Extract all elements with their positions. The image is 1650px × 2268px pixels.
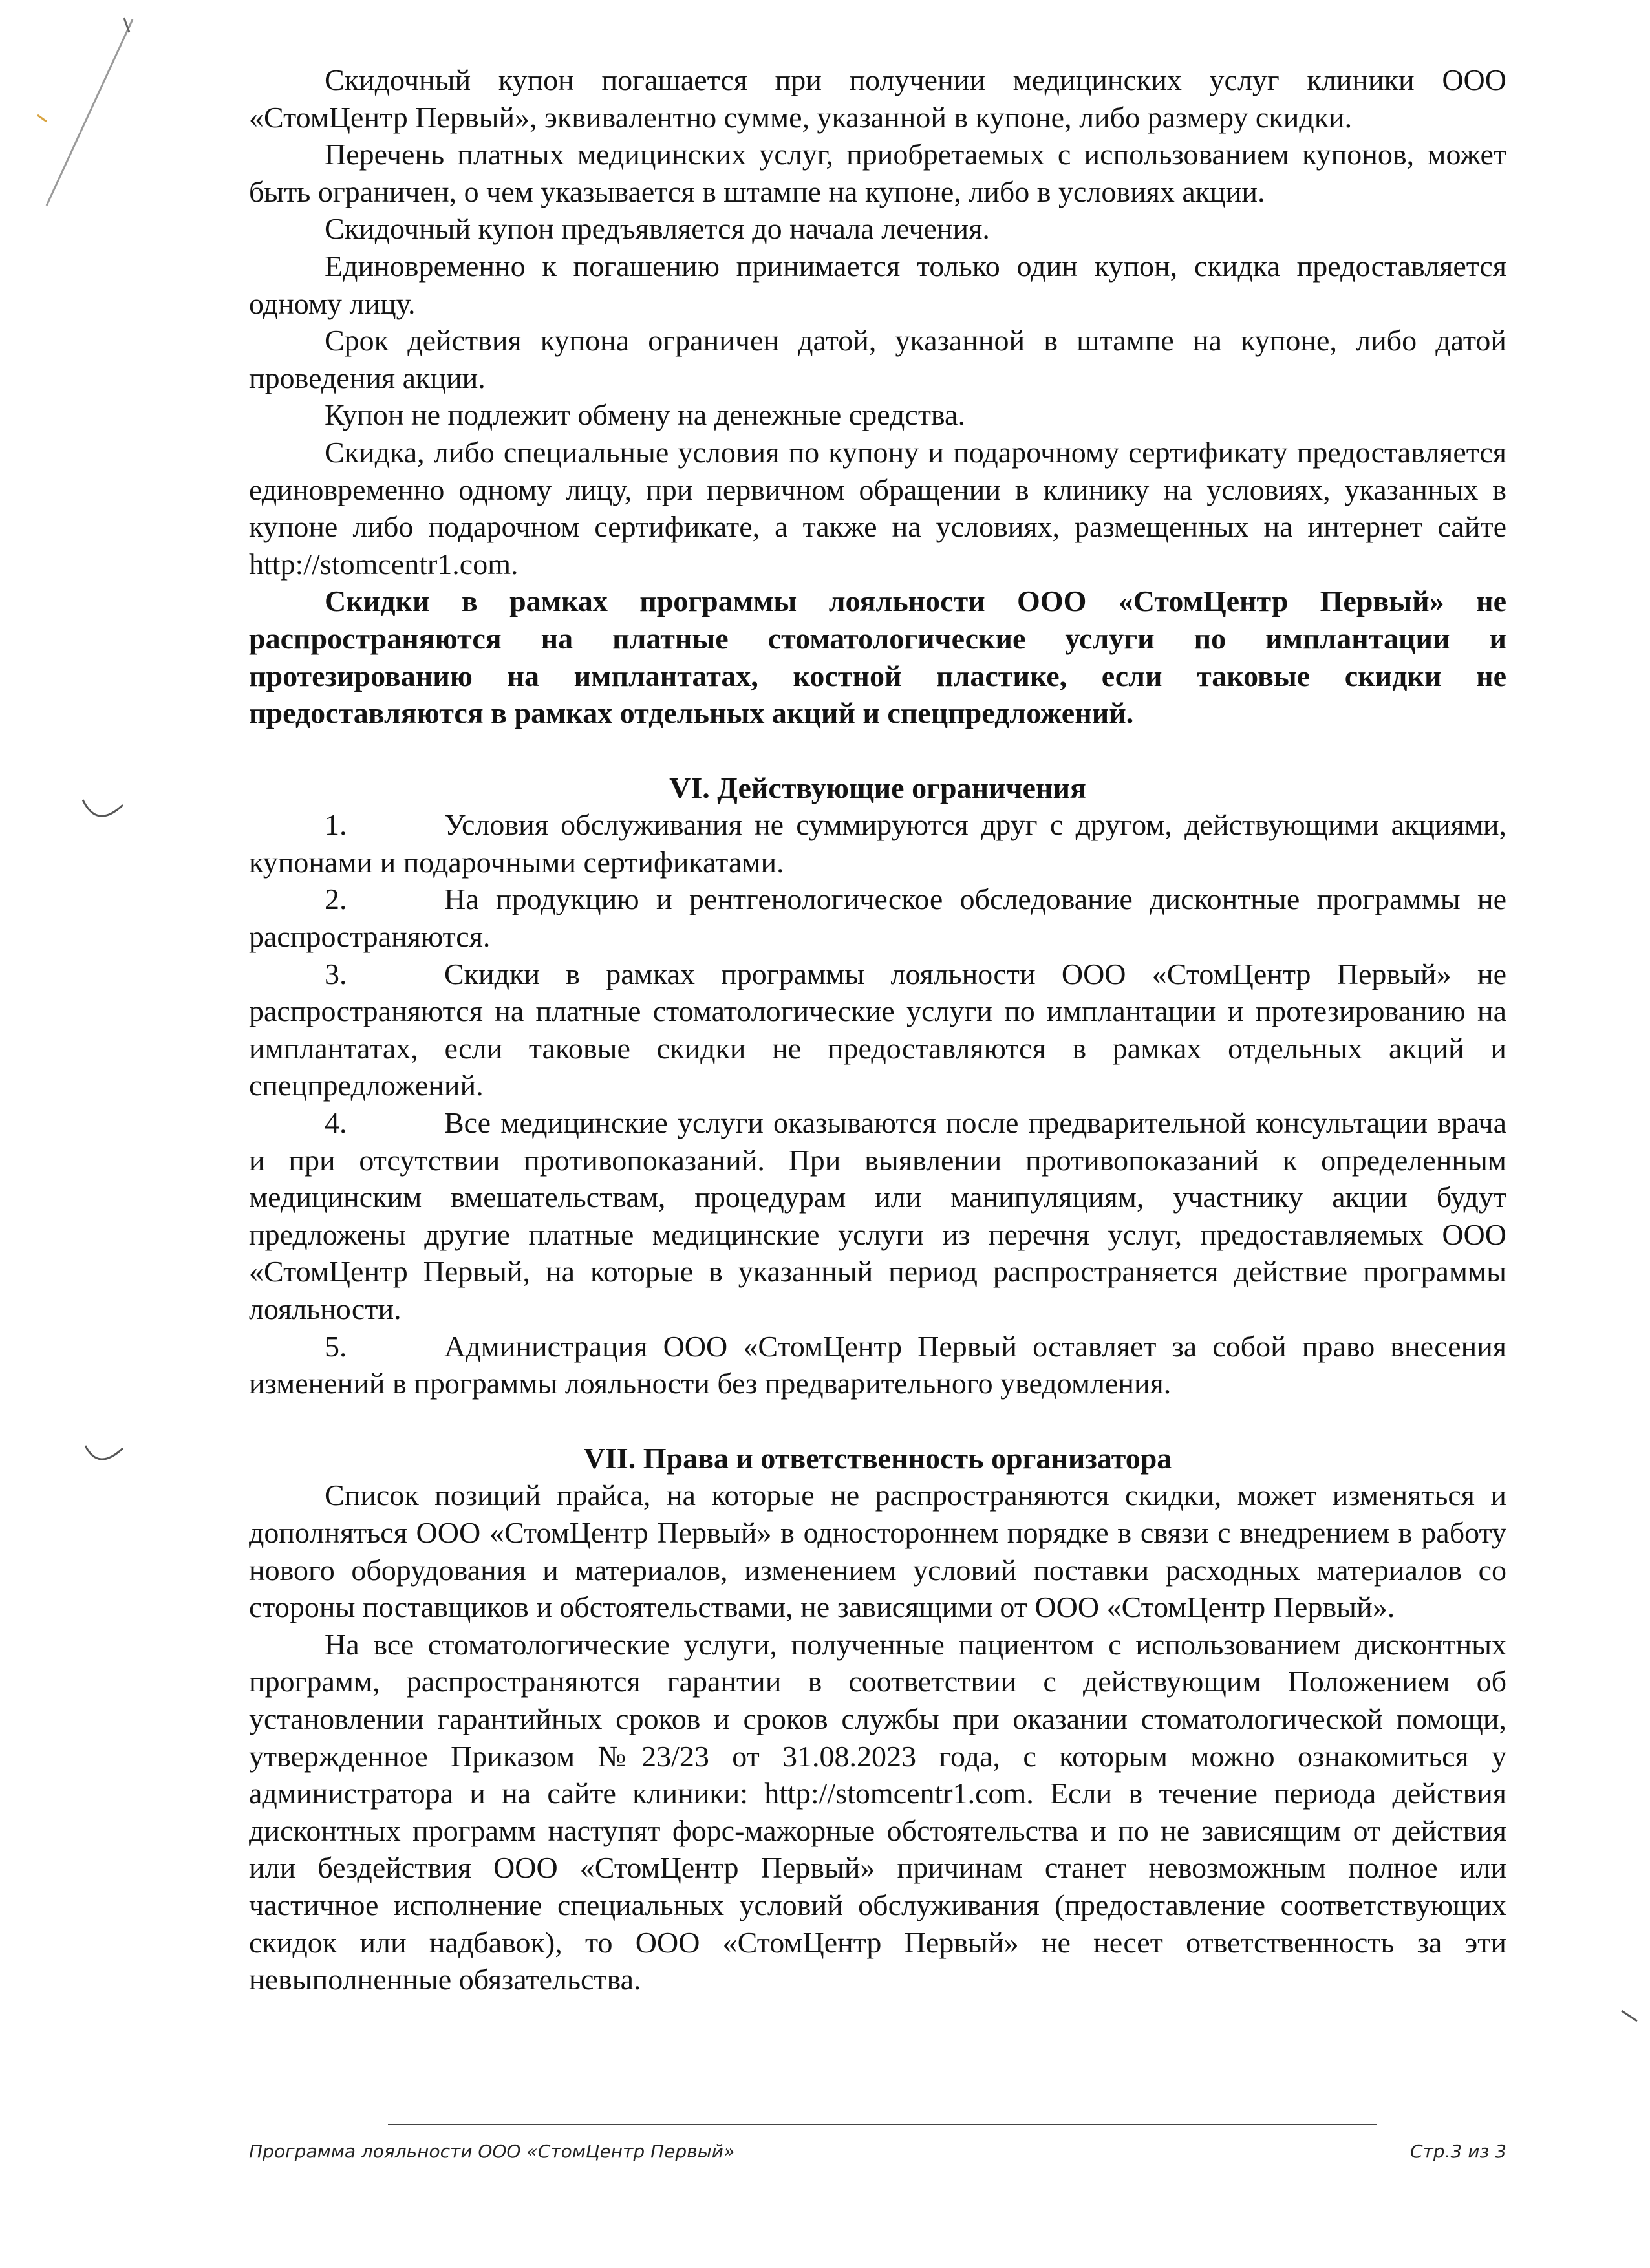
section7-title: VII. Права и ответственность организатора xyxy=(583,1441,1172,1475)
item-text: На продукцию и рентгенологическое обследование дисконтные программы не распространяются. xyxy=(249,883,1506,954)
item-number: 3. xyxy=(325,957,347,990)
pen-stroke-mark xyxy=(47,19,133,206)
spacer xyxy=(249,1402,1506,1440)
item-number: 2. xyxy=(325,883,347,916)
restriction-item xyxy=(249,1104,1506,1328)
punch-hole-mark-bottom xyxy=(85,1446,123,1459)
restriction-item xyxy=(249,956,1506,1104)
intro-paragraph: Скидочный купон предъявляется до начала лечения. xyxy=(325,212,990,246)
item-number: 1. xyxy=(325,808,347,842)
intro-paragraph: Срок действия купона ограничен датой, указанной в штампе на купоне, либо датой проведения акции. xyxy=(249,324,1506,394)
punch-hole-mark-top xyxy=(83,800,123,816)
intro-paragraph: Единовременно к погашению принимается только один купон, скидка предоставляется одному лицу. xyxy=(249,249,1506,320)
item-number: 5. xyxy=(325,1329,347,1363)
spacer xyxy=(249,732,1506,769)
page-number: Стр.3 из 3 xyxy=(1409,2141,1506,2162)
item-number: 4. xyxy=(325,1106,347,1140)
item-text: Все медицинские услуги оказываются после предварительной консультации врача и при отсутствии противопоказаний. При выявлении противопоказаний к определенным медицинским вмешательствам, процедурам или манипуляциям, участнику акции будут предложены другие платные медицинские услуги из перечня услуг, предоставляемых ООО «СтомЦентр Первый, на которые в указанный период распространяется действие программы лояльности. xyxy=(249,1106,1506,1325)
color-speck xyxy=(38,115,47,122)
restriction-item xyxy=(249,1328,1506,1402)
section7-paragraph: На все стоматологические услуги, полученные пациентом с использованием дисконтных программ, распространяются гарантии в соответствии с действующим Положением об установлении гарантийных сроков и сроков службы при оказании стоматологической помощи, утвержденное Приказом №23/23 от 31.08.2023 года, с которым можно ознакомиться у администратора и на сайте клиники: http://stomcentr1.com. Если в течение периода действия дисконтных программ наступят форс-мажорные обстоятельства и по не зависящим от действия или бездействия ООО «СтомЦентр Первый» причинам станет невозможным полное или частичное исполнение специальных условий обслуживания (предоставление соответствующих скидок или надбавок), то ООО «СтомЦентр Первый» не несет ответственность за эти невыполненные обязательства. xyxy=(249,1627,1506,1996)
intro-paragraph: Скидочный купон погашается при получении медицинских услуг клиники ООО «СтомЦентр Первый», эквивалентно сумме, указанной в купоне, либо размеру скидки. xyxy=(249,63,1506,134)
section7-paragraph: Список позиций прайса, на которые не распространяются скидки, может изменяться и дополняться ООО «СтомЦентр Первый» в одностороннем порядке в связи с внедрением в работу нового оборудования и материалов, изменением условий поставки расходных материалов со стороны поставщиков и обстоятельствами, не зависящими от ООО «СтомЦентр Первый». xyxy=(249,1479,1506,1624)
section7-body xyxy=(249,1477,1506,1998)
document-body xyxy=(249,61,1506,1998)
intro-paragraph: Купон не подлежит обмену на денежные средства. xyxy=(325,398,965,432)
intro-paragraph: Скидка, либо специальные условия по купону и подарочному сертификату предоставляется единовременно одному лицу, при первичном обращении в клинику на условиях, указанных в купоне либо подарочном сертификате, а также на условиях, размещенных на интернет сайте http://stomcentr1.com. xyxy=(249,435,1506,581)
page-footer xyxy=(249,2141,1506,2162)
edge-mark xyxy=(1622,2011,1637,2021)
restriction-item xyxy=(249,881,1506,955)
restriction-item xyxy=(249,806,1506,881)
item-text: Условия обслуживания не суммируются друг с другом, действующими акциями, купонами и подарочными сертификатами. xyxy=(249,808,1506,879)
item-text: Администрация ООО «СтомЦентр Первый оставляет за собой право внесения изменений в программы лояльности без предварительного уведомления. xyxy=(249,1329,1506,1400)
section6-list xyxy=(249,806,1506,1402)
item-text: Скидки в рамках программы лояльности ООО «СтомЦентр Первый» не распространяются на платные стоматологические услуги по имплантации и протезированию на имплантатах, если таковые скидки не предоставляются в рамках отдельных акций и спецпредложений. xyxy=(249,957,1506,1102)
bold-paragraph: Скидки в рамках программы лояльности ООО «СтомЦентр Первый» не распространяются на платные стоматологические услуги по имплантации и протезированию на имплантатах, костной пластике, если таковые скидки не предоставляются в рамках отдельных акций и спецпредложений. xyxy=(249,584,1506,730)
footer-title: Программа лояльности ООО «СтомЦентр Первый» xyxy=(249,2141,735,2162)
intro-paragraph: Перечень платных медицинских услуг, приобретаемых с использованием купонов, может быть ограничен, о чем указывается в штампе на купоне, либо в условиях акции. xyxy=(249,138,1506,208)
footer-divider xyxy=(388,2124,1377,2125)
intro-section xyxy=(249,61,1506,583)
section6-title: VI. Действующие ограничения xyxy=(669,771,1086,804)
